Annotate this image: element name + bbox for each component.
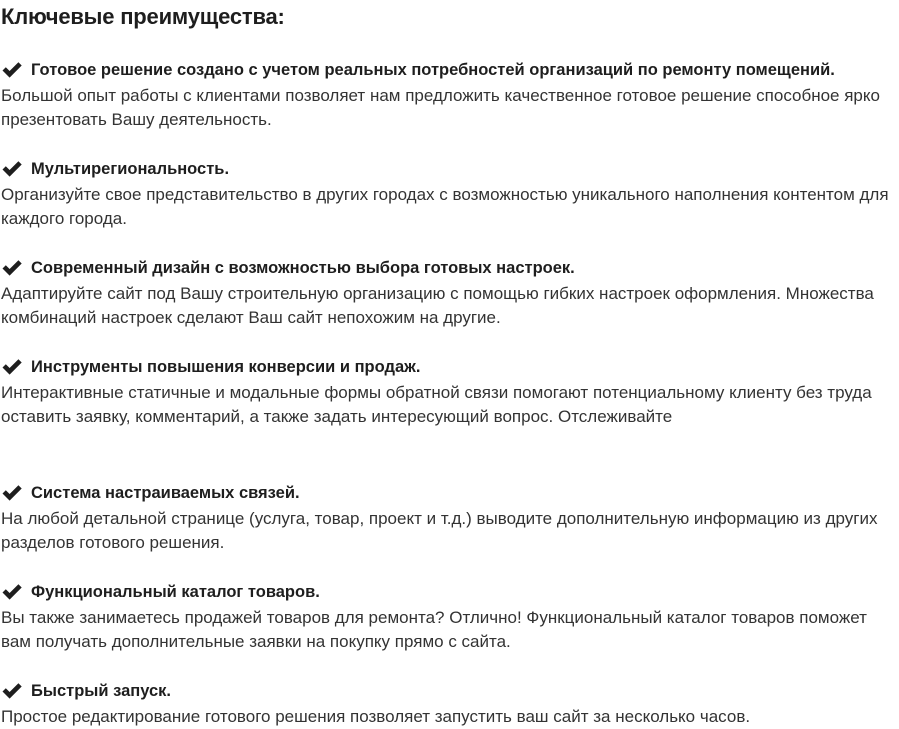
feature-item-modern-design bbox=[1, 256, 897, 330]
checkmark-icon bbox=[1, 259, 23, 277]
feature-item-ready-solution bbox=[1, 58, 897, 132]
feature-item-multiregional bbox=[1, 157, 897, 231]
feature-title-row bbox=[1, 580, 897, 604]
feature-title: Система настраиваемых связей. bbox=[31, 484, 300, 502]
feature-title-row bbox=[1, 355, 897, 379]
feature-title: Современный дизайн с возможностью выбора готовых настроек. bbox=[31, 259, 575, 277]
feature-title: Готовое решение создано с учетом реальных потребностей организаций по ремонту помещений. bbox=[31, 61, 835, 79]
checkmark-icon bbox=[1, 484, 23, 502]
feature-title-row bbox=[1, 256, 897, 280]
feature-title: Мультирегиональность. bbox=[31, 160, 230, 178]
feature-title-row bbox=[1, 481, 897, 505]
feature-item-conversion-tools bbox=[1, 355, 897, 429]
feature-description: Организуйте свое представительство в других городах с возможностью уникального наполнения контентом для каждого города. bbox=[1, 185, 889, 228]
feature-description: Интерактивные статичные и модальные формы обратной связи помогают потенциальному клиенту без труда оставить заявку, комментарий, а также задать интересующий вопрос. Отслеживайте bbox=[1, 383, 872, 426]
feature-item-custom-links bbox=[1, 481, 897, 555]
feature-description: Простое редактирование готового решения позволяет запустить ваш сайт за несколько часов. bbox=[1, 707, 751, 726]
feature-item-quick-launch bbox=[1, 679, 897, 729]
feature-title-row bbox=[1, 157, 897, 181]
checkmark-icon bbox=[1, 358, 23, 376]
feature-title-row bbox=[1, 58, 897, 82]
feature-description: Вы также занимаетесь продажей товаров для ремонта? Отлично! Функциональный каталог товаров поможет вам получать дополнительные заявки на покупку прямо с сайта. bbox=[1, 608, 867, 651]
checkmark-icon bbox=[1, 160, 23, 178]
feature-title-row bbox=[1, 679, 897, 703]
checkmark-icon bbox=[1, 583, 23, 601]
feature-description: Адаптируйте сайт под Вашу строительную организацию с помощью гибких настроек оформления. Множества комбинаций настроек сделают Ваш сайт непохожим на другие. bbox=[1, 284, 874, 327]
feature-description: Большой опыт работы с клиентами позволяет нам предложить качественное готовое решение способное ярко презентовать Вашу деятельность. bbox=[1, 86, 880, 129]
feature-item-product-catalog bbox=[1, 580, 897, 654]
checkmark-icon bbox=[1, 682, 23, 700]
checkmark-icon bbox=[1, 61, 23, 79]
feature-title: Инструменты повышения конверсии и продаж. bbox=[31, 358, 421, 376]
section-title: Ключевые преимущества: bbox=[1, 4, 285, 29]
feature-description: На любой детальной странице (услуга, товар, проект и т.д.) выводите дополнительную информацию из других разделов готового решения. bbox=[1, 509, 878, 552]
feature-title: Быстрый запуск. bbox=[31, 682, 172, 700]
feature-title: Функциональный каталог товаров. bbox=[31, 583, 320, 601]
